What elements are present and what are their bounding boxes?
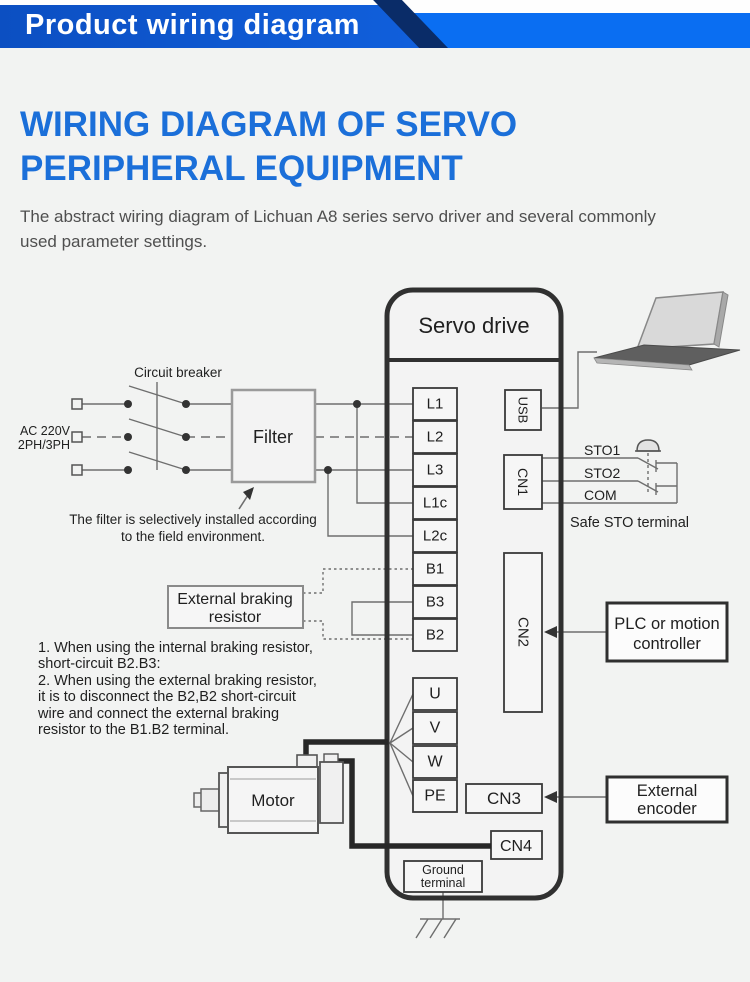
page-title-line1: WIRING DIAGRAM OF SERVO <box>20 105 518 144</box>
terminal-b2-label: B2 <box>425 626 445 644</box>
servo-drive-label: Servo drive <box>418 313 530 338</box>
earth-hatch-2 <box>430 919 442 938</box>
laptop-screen <box>637 292 723 349</box>
note-line-5: wire and connect the external braking <box>38 706 280 722</box>
note-line-3: 2. When using the external braking resistor, <box>38 673 317 689</box>
motor-power-cable <box>306 742 388 758</box>
ac-input-terminals <box>72 399 82 475</box>
plc-label-line2: controller <box>633 635 701 653</box>
terminal-w-label: W <box>427 753 443 771</box>
terminal-u-label: U <box>429 685 441 703</box>
terminal-l2c-label: L2c <box>422 527 448 545</box>
estop-dome <box>637 440 659 451</box>
note-line-2: short-circuit B2.B3: <box>38 656 161 672</box>
ac-label-line1: AC 220V <box>19 424 70 438</box>
note-line-1: 1. When using the internal braking resistor, <box>38 640 313 656</box>
terminal-l2-label: L2 <box>426 428 444 446</box>
ground-terminal-label-line2: terminal <box>420 876 466 890</box>
com-label: COM <box>584 487 617 503</box>
laptop-icon <box>594 292 740 370</box>
terminal-b1-label: B1 <box>425 560 445 578</box>
filter-note-line1: The filter is selectively installed according <box>69 512 317 527</box>
braking-resistor-label-line1: External braking <box>177 591 293 608</box>
earth-hatch-3 <box>444 919 456 938</box>
terminal-v-label: V <box>429 719 441 737</box>
earth-hatch-1 <box>416 919 428 938</box>
page-banner-title: Product wiring diagram <box>25 9 360 41</box>
encoder-label-line1: External <box>636 782 698 800</box>
safe-sto-caption: Safe STO terminal <box>570 515 690 531</box>
terminal-l1c-label: L1c <box>422 494 448 512</box>
terminal-b3-label: B3 <box>425 593 445 611</box>
encoder-connector <box>320 762 343 823</box>
usb-label: USB <box>515 396 531 424</box>
sto2-label: STO2 <box>584 465 621 481</box>
filter-note-line2: to the field environment. <box>120 529 266 544</box>
ground-terminal-label-line1: Ground <box>422 863 464 877</box>
cn3-label: CN3 <box>486 789 522 808</box>
terminal-l3-label: L3 <box>426 461 444 479</box>
emergency-stop-icon <box>635 440 661 451</box>
encoder-label-line2: encoder <box>637 800 697 818</box>
page-title-line2: PERIPHERAL EQUIPMENT <box>20 149 463 188</box>
braking-resistor-label-line2: resistor <box>208 609 262 626</box>
motor-shaft <box>201 789 219 811</box>
note-line-6: resistor to the B1.B2 terminal. <box>38 722 229 738</box>
plc-label-line1: PLC or motion <box>614 615 720 633</box>
note-line-4: it is to disconnect the B2,B2 short-circuit <box>38 689 296 705</box>
filter-note-arrowhead <box>243 487 254 500</box>
sto1-label: STO1 <box>584 442 621 458</box>
cn1-label: CN1 <box>515 467 531 497</box>
terminal-pe-label: PE <box>424 787 446 805</box>
notes-block <box>37 640 317 738</box>
page-description-line1: The abstract wiring diagram of Lichuan A8 series servo driver and several commonly <box>20 207 656 226</box>
page-description-line2: used parameter settings. <box>20 232 208 251</box>
circuit-breaker-label: Circuit breaker <box>134 365 222 380</box>
motor-label: Motor <box>251 791 295 810</box>
filter-label: Filter <box>253 427 293 447</box>
ac-label-line2: 2PH/3PH <box>17 438 70 452</box>
cn4-label: CN4 <box>499 838 533 855</box>
terminal-l1-label: L1 <box>426 395 444 413</box>
cn2-label: CN2 <box>514 616 532 648</box>
